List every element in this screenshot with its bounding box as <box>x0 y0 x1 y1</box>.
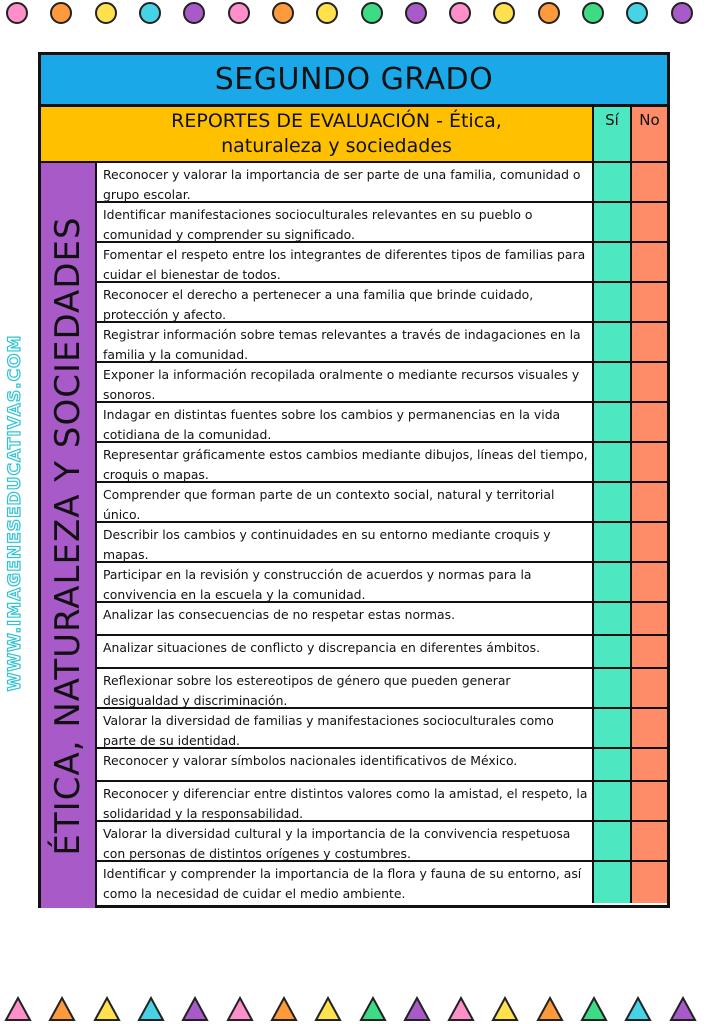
evaluation-criterion: Representar gráficamente estos cambios mediante dibujos, líneas del tiempo, croquis o mapas. <box>97 443 594 481</box>
column-header-yes: Sí <box>594 107 632 163</box>
subject-header-line1: REPORTES DE EVALUACIÓN - Ética, <box>171 110 502 132</box>
no-checkbox-cell[interactable] <box>632 603 667 634</box>
evaluation-row <box>97 443 667 483</box>
decoration-triangle <box>580 996 608 1022</box>
no-checkbox-cell[interactable] <box>632 283 667 321</box>
yes-checkbox-cell[interactable] <box>594 862 632 903</box>
top-decoration-dots <box>0 0 709 28</box>
no-checkbox-cell[interactable] <box>632 709 667 747</box>
side-subject-label: ÉTICA, NATURALEZA Y SOCIEDADES <box>48 215 88 856</box>
decoration-dot <box>582 2 604 24</box>
watermark <box>2 334 28 691</box>
yes-checkbox-cell[interactable] <box>594 443 632 481</box>
evaluation-sheet <box>38 52 670 908</box>
decoration-dot <box>50 2 72 24</box>
yes-checkbox-cell[interactable] <box>594 822 632 860</box>
evaluation-criterion: Describir los cambios y continuidades en su entorno mediante croquis y mapas. <box>97 523 594 561</box>
evaluation-criterion: Reconocer y valorar símbolos nacionales identificativos de México. <box>97 749 594 780</box>
evaluation-row <box>97 822 667 862</box>
evaluation-criterion: Valorar la diversidad cultural y la importancia de la convivencia respetuosa con personas de distintos orígenes y costumbres. <box>97 822 594 860</box>
evaluation-row <box>97 283 667 323</box>
yes-checkbox-cell[interactable] <box>594 203 632 241</box>
decoration-triangle <box>181 996 209 1022</box>
decoration-dot <box>95 2 117 24</box>
no-checkbox-cell[interactable] <box>632 862 667 903</box>
no-checkbox-cell[interactable] <box>632 403 667 441</box>
decoration-triangle <box>48 996 76 1022</box>
yes-checkbox-cell[interactable] <box>594 603 632 634</box>
bottom-decoration-triangles <box>0 994 709 1024</box>
evaluation-criterion: Identificar y comprender la importancia de la flora y fauna de su entorno, así como la necesidad de cuidar el medio ambiente. <box>97 862 594 903</box>
yes-checkbox-cell[interactable] <box>594 636 632 667</box>
no-checkbox-cell[interactable] <box>632 749 667 780</box>
decoration-dot <box>405 2 427 24</box>
evaluation-criterion: Comprender que forman parte de un contexto social, natural y territorial único. <box>97 483 594 521</box>
evaluation-row <box>97 363 667 403</box>
decoration-dot <box>316 2 338 24</box>
evaluation-row <box>97 523 667 563</box>
decoration-dot <box>538 2 560 24</box>
yes-checkbox-cell[interactable] <box>594 323 632 361</box>
evaluation-criterion: Reconocer el derecho a pertenecer a una familia que brinde cuidado, protección y afecto. <box>97 283 594 321</box>
no-checkbox-cell[interactable] <box>632 363 667 401</box>
evaluation-row <box>97 782 667 822</box>
evaluation-row <box>97 563 667 603</box>
decoration-triangle <box>669 996 697 1022</box>
no-checkbox-cell[interactable] <box>632 669 667 707</box>
decoration-triangle <box>447 996 475 1022</box>
evaluation-row <box>97 403 667 443</box>
yes-checkbox-cell[interactable] <box>594 243 632 281</box>
decoration-triangle <box>270 996 298 1022</box>
decoration-triangle <box>4 996 32 1022</box>
evaluation-row <box>97 749 667 782</box>
no-checkbox-cell[interactable] <box>632 163 667 201</box>
no-checkbox-cell[interactable] <box>632 243 667 281</box>
evaluation-criterion: Analizar las consecuencias de no respetar estas normas. <box>97 603 594 634</box>
no-checkbox-cell[interactable] <box>632 203 667 241</box>
evaluation-row <box>97 483 667 523</box>
no-checkbox-cell[interactable] <box>632 636 667 667</box>
page-title: SEGUNDO GRADO <box>41 55 667 107</box>
no-checkbox-cell[interactable] <box>632 523 667 561</box>
evaluation-criterion: Reconocer y diferenciar entre distintos valores como la amistad, el respeto, la solidaridad y la responsabilidad. <box>97 782 594 820</box>
evaluation-criterion: Reconocer y valorar la importancia de ser parte de una familia, comunidad o grupo escolar. <box>97 163 594 201</box>
decoration-dot <box>626 2 648 24</box>
decoration-triangle <box>137 996 165 1022</box>
yes-checkbox-cell[interactable] <box>594 163 632 201</box>
no-checkbox-cell[interactable] <box>632 443 667 481</box>
yes-checkbox-cell[interactable] <box>594 403 632 441</box>
subject-header <box>41 107 594 163</box>
decoration-dot <box>183 2 205 24</box>
evaluation-criterion: Exponer la información recopilada oralmente o mediante recursos visuales y sonoros. <box>97 363 594 401</box>
evaluation-row <box>97 163 667 203</box>
evaluation-row <box>97 603 667 636</box>
yes-checkbox-cell[interactable] <box>594 283 632 321</box>
yes-checkbox-cell[interactable] <box>594 782 632 820</box>
evaluation-row <box>97 203 667 243</box>
no-checkbox-cell[interactable] <box>632 323 667 361</box>
decoration-dot <box>6 2 28 24</box>
evaluation-criterion: Indagar en distintas fuentes sobre los cambios y permanencias en la vida cotidiana de la comunidad. <box>97 403 594 441</box>
decoration-dot <box>272 2 294 24</box>
decoration-dot <box>493 2 515 24</box>
decoration-triangle <box>93 996 121 1022</box>
yes-checkbox-cell[interactable] <box>594 669 632 707</box>
no-checkbox-cell[interactable] <box>632 782 667 820</box>
evaluation-criterion: Reflexionar sobre los estereotipos de género que pueden generar desigualdad y discriminación. <box>97 669 594 707</box>
side-subject-band <box>41 163 97 908</box>
evaluation-row <box>97 323 667 363</box>
evaluation-criterion: Valorar la diversidad de familias y manifestaciones socioculturales como parte de su identidad. <box>97 709 594 747</box>
evaluation-row <box>97 243 667 283</box>
yes-checkbox-cell[interactable] <box>594 709 632 747</box>
evaluation-row <box>97 669 667 709</box>
decoration-dot <box>671 2 693 24</box>
evaluation-row <box>97 636 667 669</box>
evaluation-rows <box>97 163 667 908</box>
subject-header-line2: naturaleza y sociedades <box>221 135 452 157</box>
evaluation-criterion: Analizar situaciones de conflicto y discrepancia en diferentes ámbitos. <box>97 636 594 667</box>
column-header-no: No <box>632 107 667 163</box>
evaluation-row <box>97 709 667 749</box>
decoration-triangle <box>491 996 519 1022</box>
decoration-dot <box>361 2 383 24</box>
decoration-triangle <box>359 996 387 1022</box>
decoration-triangle <box>314 996 342 1022</box>
decoration-dot <box>228 2 250 24</box>
no-checkbox-cell[interactable] <box>632 483 667 521</box>
decoration-triangle <box>226 996 254 1022</box>
evaluation-criterion: Registrar información sobre temas relevantes a través de indagaciones en la familia y la comunidad. <box>97 323 594 361</box>
yes-checkbox-cell[interactable] <box>594 563 632 601</box>
no-checkbox-cell[interactable] <box>632 822 667 860</box>
evaluation-row <box>97 862 667 903</box>
no-checkbox-cell[interactable] <box>632 563 667 601</box>
yes-checkbox-cell[interactable] <box>594 483 632 521</box>
decoration-triangle <box>624 996 652 1022</box>
evaluation-criterion: Fomentar el respeto entre los integrantes de diferentes tipos de familias para cuidar el bienestar de todos. <box>97 243 594 281</box>
evaluation-criterion: Participar en la revisión y construcción de acuerdos y normas para la convivencia en la escuela y la comunidad. <box>97 563 594 601</box>
decoration-dot <box>449 2 471 24</box>
yes-checkbox-cell[interactable] <box>594 363 632 401</box>
yes-checkbox-cell[interactable] <box>594 523 632 561</box>
evaluation-criterion: Identificar manifestaciones socioculturales relevantes en su pueblo o comunidad y comprender su significado. <box>97 203 594 241</box>
decoration-triangle <box>536 996 564 1022</box>
decoration-dot <box>139 2 161 24</box>
decoration-triangle <box>403 996 431 1022</box>
yes-checkbox-cell[interactable] <box>594 749 632 780</box>
watermark-text: WWW.IMAGENESEDUCATIVAS.COM <box>5 334 25 691</box>
